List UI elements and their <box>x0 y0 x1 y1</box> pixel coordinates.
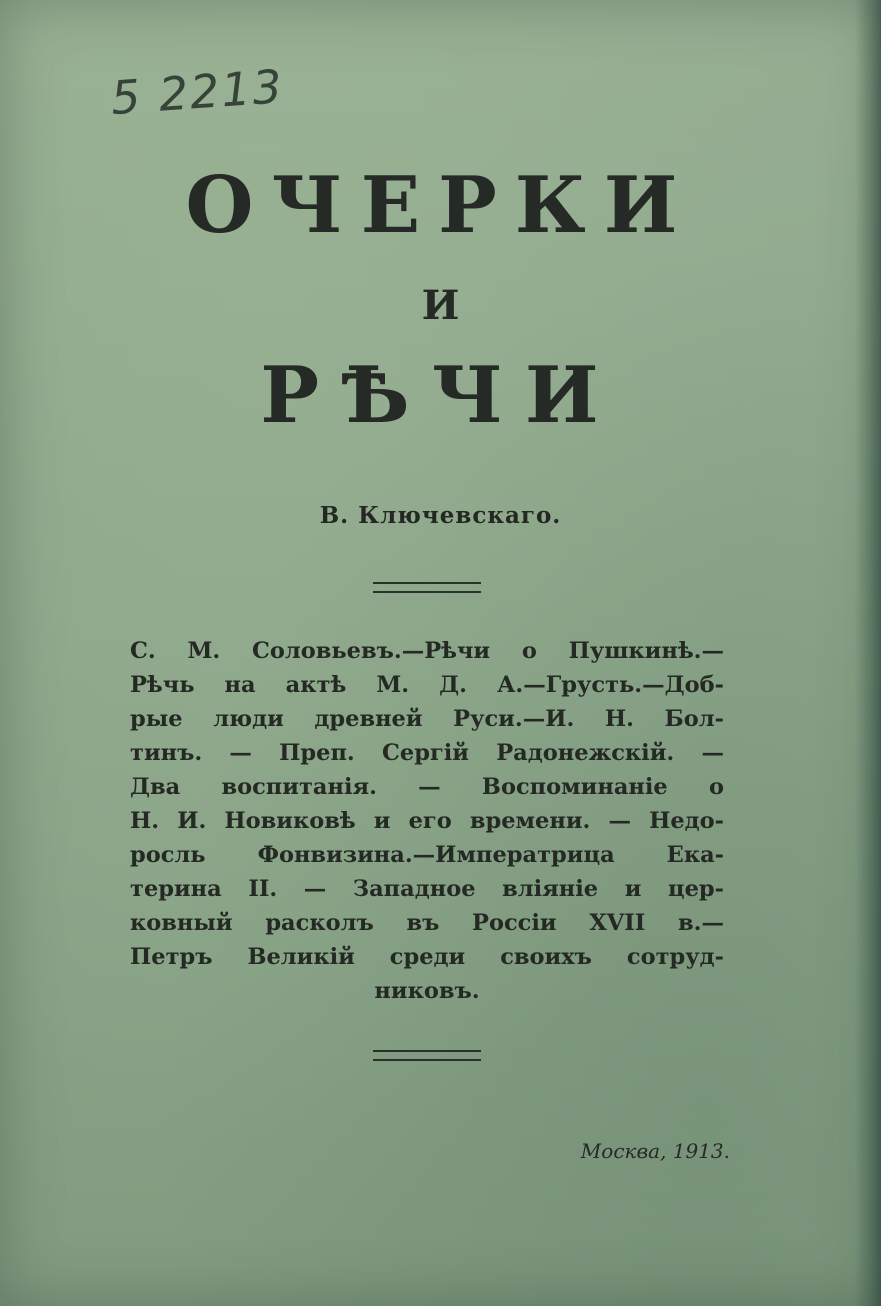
title-conjunction: И <box>421 282 460 329</box>
publication-imprint: Москва, 1913. <box>580 1139 730 1163</box>
contents-line: Два воспитанія. — Воспоминаніе о <box>130 774 724 800</box>
contents-line: рые люди древней Руси.—И. Н. Бол- <box>130 706 724 732</box>
contents-line: никовъ. <box>374 978 480 1004</box>
contents-list <box>130 634 724 1008</box>
contents-line: росль Фонвизина.—Императрица Ека- <box>130 842 724 868</box>
contents-line: тинъ. — Преп. Сергій Радонежскій. — <box>130 740 724 766</box>
contents-line: С. М. Соловьевъ.—Рѣчи о Пушкинѣ.— <box>130 638 724 664</box>
contents-line: Рѣчь на актѣ М. Д. А.—Грусть.—Доб- <box>130 672 724 698</box>
author-name: В. Ключевскаго. <box>319 502 562 529</box>
title-line-1: ОЧЕРКИ <box>185 160 696 251</box>
handwritten-inventory-number: 5 2213 <box>109 59 286 126</box>
contents-line: терина II. — Западное вліяніе и цер- <box>130 876 724 902</box>
contents-line: Петръ Великій среди своихъ сотруд- <box>130 944 724 970</box>
top-double-rule <box>373 582 481 593</box>
bottom-double-rule <box>373 1050 481 1061</box>
contents-line: Н. И. Новиковѣ и его времени. — Недо- <box>130 808 724 834</box>
title-line-2: РѢЧИ <box>260 350 621 441</box>
contents-line: ковный расколъ въ Россіи XVII в.— <box>130 910 724 936</box>
